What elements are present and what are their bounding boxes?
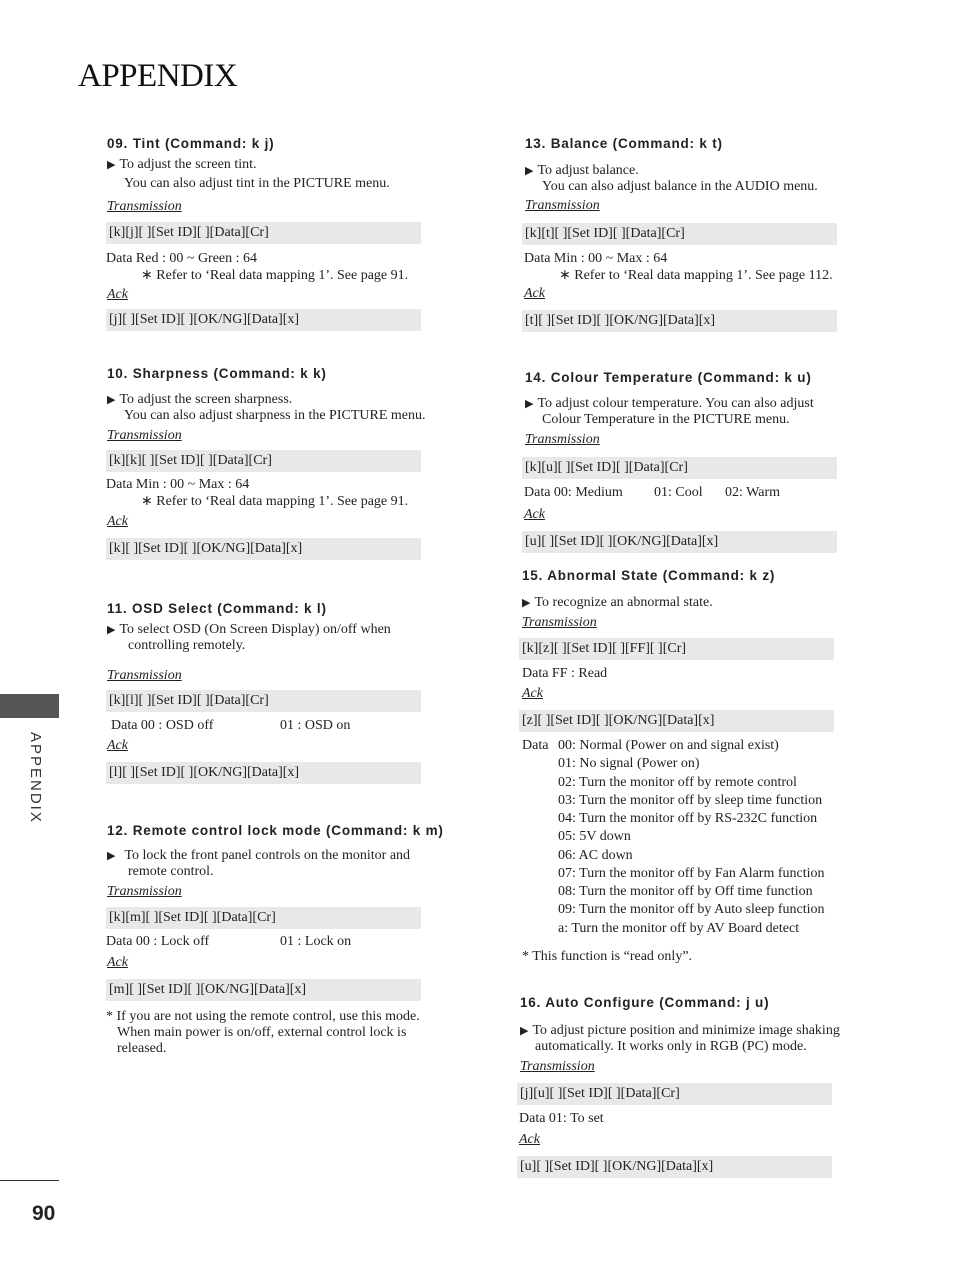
section-15-note: * This function is “read only”. bbox=[522, 949, 693, 964]
section-10-transmission-code: [k][k][ ][Set ID][ ][Data][Cr] bbox=[106, 450, 421, 472]
section-09-transmission-label: Transmission bbox=[107, 199, 182, 214]
section-14-desc-2: Colour Temperature in the PICTURE menu. bbox=[542, 412, 790, 427]
section-10-heading: 10. Sharpness (Command: k k) bbox=[107, 366, 327, 381]
section-12-note: * If you are not using the remote control, use this mode. bbox=[106, 1009, 420, 1024]
section-13-desc: ▶ To adjust balance. bbox=[525, 163, 639, 178]
section-15-code-a: a: Turn the monitor off by AV Board detect bbox=[558, 921, 800, 936]
section-15-ack-label: Ack bbox=[522, 686, 543, 701]
section-13-ack-code: [t][ ][Set ID][ ][OK/NG][Data][x] bbox=[522, 310, 837, 332]
section-10-transmission-label: Transmission bbox=[107, 428, 182, 443]
section-09-heading: 09. Tint (Command: k j) bbox=[107, 136, 275, 151]
section-12-heading: 12. Remote control lock mode (Command: k m) bbox=[107, 823, 444, 838]
section-15-code-09: 09: Turn the monitor off by Auto sleep function bbox=[558, 902, 825, 917]
section-15-data-prefix: Data bbox=[522, 738, 549, 753]
triangle-right-icon: ▶ bbox=[107, 159, 116, 171]
section-14-desc: ▶ To adjust colour temperature. You can also adjust bbox=[525, 396, 814, 411]
section-13-desc-2: You can also adjust balance in the AUDIO menu. bbox=[542, 179, 818, 194]
section-14-ack-code: [u][ ][Set ID][ ][OK/NG][Data][x] bbox=[522, 531, 837, 553]
section-15-code-03: 03: Turn the monitor off by sleep time function bbox=[558, 793, 823, 808]
section-15-transmission-code: [k][z][ ][Set ID][ ][FF][ ][Cr] bbox=[519, 638, 834, 660]
section-14-data-warm: 02: Warm bbox=[725, 485, 780, 500]
section-15-code-08: 08: Turn the monitor off by Off time function bbox=[558, 884, 813, 899]
section-15-data: Data FF : Read bbox=[522, 666, 608, 681]
section-14-transmission-code: [k][u][ ][Set ID][ ][Data][Cr] bbox=[522, 457, 837, 479]
section-10-data: Data Min : 00 ~ Max : 64 bbox=[106, 477, 250, 492]
section-12-desc-2: remote control. bbox=[128, 864, 214, 879]
section-13-heading: 13. Balance (Command: k t) bbox=[525, 136, 723, 151]
section-15-code-07: 07: Turn the monitor off by Fan Alarm function bbox=[558, 866, 825, 881]
sidebar-label: APPENDIX bbox=[27, 732, 44, 824]
section-14-data-cool: 01: Cool bbox=[654, 485, 703, 500]
section-16-ack-label: Ack bbox=[519, 1132, 540, 1147]
section-11-transmission-code: [k][l][ ][Set ID][ ][Data][Cr] bbox=[106, 690, 421, 712]
section-11-data-off: Data 00 : OSD off bbox=[111, 718, 214, 733]
section-12-transmission-code: [k][m][ ][Set ID][ ][Data][Cr] bbox=[106, 907, 421, 929]
section-16-heading: 16. Auto Configure (Command: j u) bbox=[520, 995, 770, 1010]
section-09-ack-code: [j][ ][Set ID][ ][OK/NG][Data][x] bbox=[106, 309, 421, 331]
section-09-desc: ▶ To adjust the screen tint. bbox=[107, 157, 257, 172]
section-15-code-05: 05: 5V down bbox=[558, 829, 631, 844]
section-16-transmission-code: [j][u][ ][Set ID][ ][Data][Cr] bbox=[517, 1083, 832, 1105]
section-15-code-06: 06: AC down bbox=[558, 848, 633, 863]
triangle-right-icon: ▶ bbox=[107, 850, 116, 862]
triangle-right-icon: ▶ bbox=[522, 597, 531, 609]
section-16-desc-2: automatically. It works only in RGB (PC) mode. bbox=[535, 1039, 807, 1054]
section-12-note-3: released. bbox=[117, 1041, 167, 1056]
section-12-transmission-label: Transmission bbox=[107, 884, 182, 899]
section-13-data-note: ∗ Refer to ‘Real data mapping 1’. See page 112. bbox=[559, 268, 833, 283]
section-09-ack-label: Ack bbox=[107, 287, 128, 302]
section-11-heading: 11. OSD Select (Command: k l) bbox=[107, 601, 327, 616]
section-13-ack-label: Ack bbox=[524, 286, 545, 301]
section-15-heading: 15. Abnormal State (Command: k z) bbox=[522, 568, 776, 583]
section-15-code-04: 04: Turn the monitor off by RS-232C function bbox=[558, 811, 818, 826]
section-12-note-2: When main power is on/off, external control lock is bbox=[117, 1025, 407, 1040]
triangle-right-icon: ▶ bbox=[107, 624, 116, 636]
section-11-desc-2: controlling remotely. bbox=[128, 638, 246, 653]
section-14-ack-label: Ack bbox=[524, 507, 545, 522]
section-13-data: Data Min : 00 ~ Max : 64 bbox=[524, 251, 668, 266]
section-16-transmission-label: Transmission bbox=[520, 1059, 595, 1074]
section-10-desc-2: You can also adjust sharpness in the PICTURE menu. bbox=[124, 408, 426, 423]
section-12-data-on: 01 : Lock on bbox=[280, 934, 352, 949]
section-12-desc: ▶ To lock the front panel controls on the monitor and bbox=[107, 848, 411, 863]
section-10-data-note: ∗ Refer to ‘Real data mapping 1’. See page 91. bbox=[141, 494, 409, 509]
section-16-data: Data 01: To set bbox=[519, 1111, 604, 1126]
section-11-data-on: 01 : OSD on bbox=[280, 718, 351, 733]
section-15-code-02: 02: Turn the monitor off by remote control bbox=[558, 775, 797, 790]
triangle-right-icon: ▶ bbox=[525, 398, 534, 410]
section-11-ack-label: Ack bbox=[107, 738, 128, 753]
section-16-ack-code: [u][ ][Set ID][ ][OK/NG][Data][x] bbox=[517, 1156, 832, 1178]
section-14-transmission-label: Transmission bbox=[525, 432, 600, 447]
section-15-transmission-label: Transmission bbox=[522, 615, 597, 630]
section-13-transmission-label: Transmission bbox=[525, 198, 600, 213]
section-12-ack-code: [m][ ][Set ID][ ][OK/NG][Data][x] bbox=[106, 979, 421, 1001]
section-14-heading: 14. Colour Temperature (Command: k u) bbox=[525, 370, 812, 385]
section-09-desc-2: You can also adjust tint in the PICTURE menu. bbox=[124, 176, 390, 191]
section-15-code-00: 00: Normal (Power on and signal exist) bbox=[558, 738, 779, 753]
triangle-right-icon: ▶ bbox=[525, 165, 534, 177]
section-15-ack-code: [z][ ][Set ID][ ][OK/NG][Data][x] bbox=[519, 710, 834, 732]
section-09-data-note: ∗ Refer to ‘Real data mapping 1’. See page 91. bbox=[141, 268, 409, 283]
section-11-ack-code: [l][ ][Set ID][ ][OK/NG][Data][x] bbox=[106, 762, 421, 784]
section-10-desc: ▶ To adjust the screen sharpness. bbox=[107, 392, 293, 407]
triangle-right-icon: ▶ bbox=[520, 1025, 529, 1037]
section-16-desc: ▶ To adjust picture position and minimize image shaking bbox=[520, 1023, 840, 1038]
section-15-code-01: 01: No signal (Power on) bbox=[558, 756, 700, 771]
section-12-data-off: Data 00 : Lock off bbox=[106, 934, 210, 949]
section-14-data-medium: Data 00: Medium bbox=[524, 485, 623, 500]
section-11-transmission-label: Transmission bbox=[107, 668, 182, 683]
section-10-ack-label: Ack bbox=[107, 514, 128, 529]
footer-rule bbox=[0, 1180, 59, 1181]
section-13-transmission-code: [k][t][ ][Set ID][ ][Data][Cr] bbox=[522, 223, 837, 245]
section-09-transmission-code: [k][j][ ][Set ID][ ][Data][Cr] bbox=[106, 222, 421, 244]
triangle-right-icon: ▶ bbox=[107, 394, 116, 406]
page-title: APPENDIX bbox=[78, 58, 238, 94]
section-11-desc: ▶ To select OSD (On Screen Display) on/off when bbox=[107, 622, 391, 637]
section-10-ack-code: [k][ ][Set ID][ ][OK/NG][Data][x] bbox=[106, 538, 421, 560]
section-15-desc: ▶ To recognize an abnormal state. bbox=[522, 595, 713, 610]
section-12-ack-label: Ack bbox=[107, 955, 128, 970]
section-09-data: Data Red : 00 ~ Green : 64 bbox=[106, 251, 258, 266]
sidebar-tab bbox=[0, 694, 59, 718]
page-number: 90 bbox=[32, 1202, 56, 1225]
